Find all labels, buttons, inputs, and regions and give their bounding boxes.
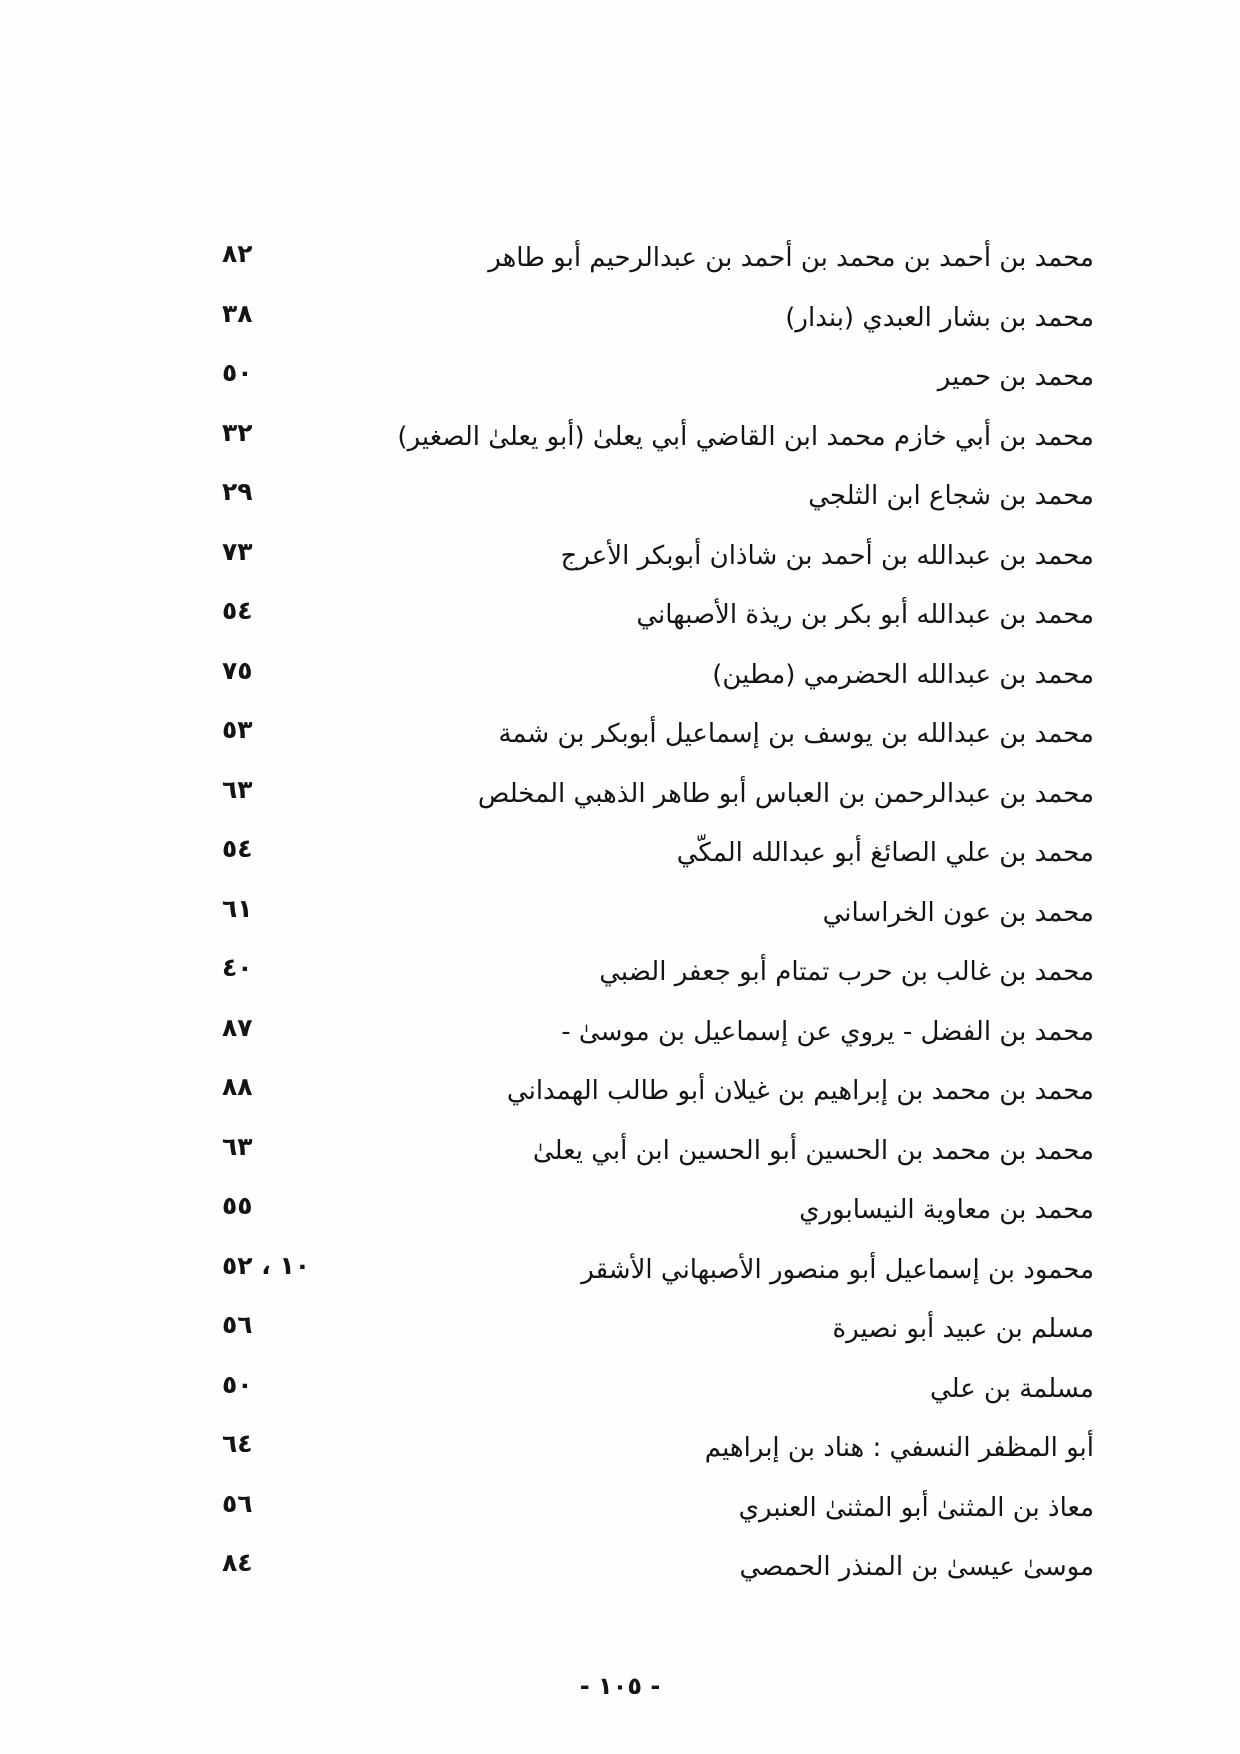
entry-page-numbers: ٧٣ [222,536,253,566]
entry-name: محمد بن علي الصائغ أبو عبدالله المكّي [676,838,1094,868]
index-entry [0,1012,1240,1072]
entry-name: معاذ بن المثنىٰ أبو المثنىٰ العنبري [738,1492,1094,1523]
entry-page-numbers: ٨٢ [222,239,253,268]
index-entry [0,476,1240,536]
entry-name: محمد بن عبدالرحمن بن العباس أبو طاهر الذهبي المخلص [477,778,1094,809]
entry-name: محمد بن عبدالله الحضرمي (مطين) [712,659,1094,690]
entry-page-numbers: ١٠ ، ٥٢ [222,1250,310,1280]
entry-page-numbers: ٨٧ [222,1012,253,1042]
entry-name: محمد بن عبدالله بن يوسف بن إسماعيل أبوبكر بن شمة [498,719,1094,749]
entry-name: محمود بن إسماعيل أبو منصور الأصبهاني الأشقر [581,1254,1094,1285]
entry-name: محمد بن عبدالله بن أحمد بن شاذان أبوبكر الأعرج [560,540,1094,571]
entry-name: محمد بن غالب بن حرب تمتام أبو جعفر الضبي [599,957,1094,987]
entry-name: محمد بن معاوية النيسابوري [799,1195,1094,1225]
index-entry [0,1547,1240,1607]
entry-name: مسلمة بن علي [929,1373,1094,1404]
entry-name: محمد بن شجاع ابن الثلجي [808,481,1094,511]
entry-page-numbers: ٥٣ [222,715,253,744]
index-entry [0,1369,1240,1429]
entry-page-numbers: ٤٠ [222,953,253,982]
entry-page-numbers: ٦٤ [222,1429,253,1458]
entry-page-numbers: ٢٩ [222,477,253,506]
index-entry [0,238,1240,298]
entry-page-numbers: ٥٠ [222,358,253,387]
entry-name: محمد بن عبدالله أبو بكر بن ريذة الأصبهاني [636,600,1094,630]
entry-page-numbers: ٥٠ [222,1369,253,1399]
entry-page-numbers: ٥٤ [222,834,253,863]
index-entry [0,1071,1240,1131]
entry-page-numbers: ٦١ [222,893,253,923]
index-entry [0,893,1240,953]
entry-name: محمد بن محمد بن الحسين أبو الحسين ابن أبي يعلىٰ [532,1135,1094,1166]
entry-name: أبو المظفر النسفي : هناد بن إبراهيم [704,1433,1094,1463]
index-entry [0,1309,1240,1369]
index-entry [0,952,1240,1012]
entry-name: محمد بن أحمد بن محمد بن أحمد بن عبدالرحيم أبو طاهر [488,243,1094,273]
index-entry [0,655,1240,715]
entry-page-numbers: ٣٨ [222,298,253,328]
entry-name: محمد بن أبي خازم محمد ابن القاضي أبي يعلىٰ (أبو يعلىٰ الصغير) [397,421,1094,452]
entry-name: محمد بن عون الخراساني [822,897,1094,928]
entry-page-numbers: ٦٣ [222,774,253,804]
index-entry [0,1131,1240,1191]
index-entry [0,1250,1240,1310]
entry-page-numbers: ٦٣ [222,1131,253,1161]
entry-page-numbers: ٥٦ [222,1488,253,1518]
entry-name: محمد بن محمد بن إبراهيم بن غيلان أبو طالب الهمداني [506,1076,1094,1106]
entry-page-numbers: ٥٦ [222,1310,253,1339]
index-entry [0,1428,1240,1488]
index-entry [0,298,1240,358]
entry-page-numbers: ٥٥ [222,1191,253,1220]
index-entry [0,417,1240,477]
entry-page-numbers: ٣٢ [222,417,253,447]
entry-name: مسلم بن عبيد أبو نصيرة [832,1314,1094,1344]
index-entry [0,774,1240,834]
index-entry [0,1488,1240,1548]
index-entry [0,536,1240,596]
page-number: - ١٠٥ - [579,1672,661,1700]
entry-page-numbers: ٨٨ [222,1072,253,1101]
entry-page-numbers: ٥٤ [222,596,253,625]
index-entry [0,595,1240,655]
entry-name: محمد بن حمير [937,362,1094,392]
index-entries-list [0,238,1240,1607]
entry-name: موسىٰ عيسىٰ بن المنذر الحمصي [739,1552,1094,1582]
entry-name: محمد بن بشار العبدي (بندار) [785,302,1094,333]
index-entry [0,1190,1240,1250]
index-entry [0,357,1240,417]
entry-page-numbers: ٧٥ [222,655,253,685]
entry-name: محمد بن الفضل - يروي عن إسماعيل بن موسىٰ - [561,1016,1094,1047]
entry-page-numbers: ٨٤ [222,1548,253,1577]
index-entry [0,833,1240,893]
index-entry [0,714,1240,774]
